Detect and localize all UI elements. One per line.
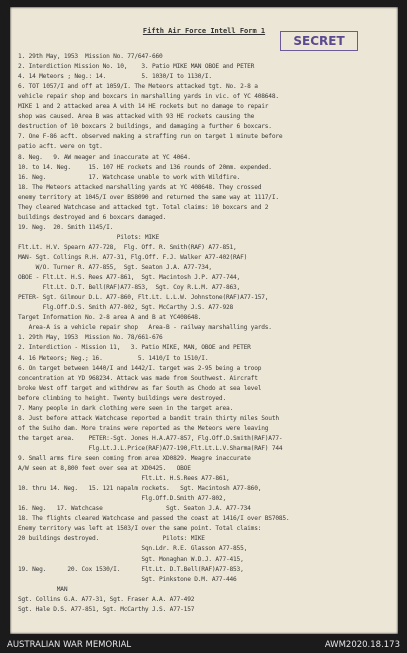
document-line: 19. Neg. 20. Smith 1145/I. [18,223,114,231]
document-line: Target Information No. 2-8 area A and B at YC408648. [18,314,202,322]
document-line: 16. Neg. 17. Watchcase Sgt. Seaton J.A. A77-734 [18,505,251,513]
document-line: Flg.Lt.J.L.Price(RAF)A77-190,Flt.Lt.L.V.Sharma(RAF) 744 [18,444,283,452]
document-line: Flt.Lt. H.V. Spearn A77-728, Flg. Off. R. Smith(RAF) A77-851, [18,243,237,251]
document-line: shop was caused. Area B was attacked with 93 HE rockets causing the [18,113,255,121]
document-line: 1. 29th May, 1953 Mission No. 77/647-660 [18,53,163,60]
document-line: 20 buildings destroyed. Pilots: MIKE [18,535,205,543]
document-line: 7. One F-86 acft. observed making a straffing run on target 1 minute before [18,133,283,141]
document-line: 7. Many people in dark clothing were seen in the target area. [18,404,234,412]
document-line: MAN [18,585,68,593]
document-line: A/W seen at 8,800 feet over sea at XD0425. OBOE [18,465,191,473]
document-line: 8. Neg. 9. AW meager and inaccurate at YC 4064. [18,153,191,161]
document-line: W/O. Turner R. A77-855, Sgt. Seaton J.A. A77-734, [18,264,212,272]
document-line: 19. Neg. 20. Cox 1530/I. Flt.Lt. D.T.Bell(RAF)A77-853, [18,565,244,573]
footer-accession-number: AWM2020.18.173 [324,640,400,650]
document-line: enemy territory at 1045/I over BS8090 and returned the same way at 1117/I. [18,193,279,201]
document-line: MIKE 1 and 2 attacked area A with 14 HE rockets but no damage to repair [18,103,269,111]
document-line: Sgt. Hale D.S. A77-851, Sgt. McCarthy J.S. A77-157 [18,605,195,613]
document-line: MAN- Sgt. Collings R.H. A77-31, Flg.Off. F.J. Walker A77-402(RAF) [18,254,248,261]
document-line: Enemy territory was left at 1503/I over the same point. Total claims: [18,525,262,533]
document-line: 4. 14 Meteors ; Neg.: 14. 5. 1030/I to 1130/I. [18,73,212,81]
document-line: Flt.Lt. H.S.Rees A77-861, [18,475,230,483]
document-line: Sgt. Monaghan W.D.J. A77-415, [18,555,244,563]
document-line: 18. The flights cleared Watchcase and passed the coast at 1416/I over BS7085. [18,515,290,523]
document-line: 10. to 14. Neg. 15. 107 HE rockets and 136 rounds of 20mm. expended. [18,163,272,171]
document-line: 2. Interdiction - Mission 11, 3. Patio MIKE, MAN, OBOE and PETER [18,344,251,352]
secret-stamp: SECRET [280,31,358,51]
document-line: 6. TOT 1057/I and off at 1059/I. The Meteors attacked tgt. No. 2-8 a [18,83,258,91]
document-line: destruction of 10 boxcars 2 buildings, and damaging a further 6 boxcars. [18,123,272,131]
document-line: 18. The Meteors attacked marshalling yards at YC 408648. They crossed [18,183,262,191]
document-line: 4. 16 Meteors; Neg.; 16. 5. 1410/I to 1510/I. [18,354,209,362]
document-line: 2. Interdiction Mission No. 10, 3. Patio MIKE MAN OBOE and PETER [18,63,255,71]
document-line: vehicle repair shop and boxcars in marshalling yards in vic. of YC 408648. [18,93,279,101]
document-line: patio acft. were on tgt. [18,143,103,151]
document-page [10,7,398,634]
document-line: They cleared Watchcase and attacked tgt. Total claims: 10 boxcars and 2 [18,203,269,211]
document-line: Flg.Off.D.S. Smith A77-802, Sgt. McCarthy J.S. A77-928 [18,304,234,312]
document-line: the target area. PETER:-Sgt. Jones H.A.A77-857, Flg.Off.D.Smith(RAF)A77- [18,434,283,442]
document-line: Sgt. Collins G.A. A77-31, Sgt. Fraser A.A. A77-492 [18,595,195,603]
document-line: of the Suiho dam. More trains were reported as the Meteors were leaving [18,424,269,432]
document-line: Flg.Off.D.Smith A77-802, [18,495,226,503]
document-line: buildings destroyed and 6 boxcars damaged. [18,213,167,221]
document-line: broke West off target and withdrew as far South as Chodo at sea level [18,384,262,392]
document-line: Pilots: MIKE [18,233,160,241]
document-line: OBOE - Flt.Lt. H.S. Rees A77-861, Sgt. Macintosh J.P. A77-744, [18,274,241,282]
footer-archive-name: AUSTRALIAN WAR MEMORIAL [7,640,132,650]
document-line: 16. Neg. 17. Watchcase unable to work with Wildfire. [18,173,241,181]
form-heading: Fifth Air Force Intell Form 1 [142,27,266,35]
document-line: 9. Small arms fire seen coming from area XD0829. Meagre inaccurate [18,455,251,462]
document-line: PETER- Sgt. Gilmour D.L. A77-860, Flt.Lt. L.L.W. Johnstone(RAF)A77-157, [18,294,269,302]
document-line: 10. thru 14. Neg. 15. 121 napalm rockets. Sgt. Macintosh A77-860, [18,485,262,493]
document-line: before climbing to height. Twenty buildings were destroyed. [18,394,226,402]
document-line: 1. 29th May, 1953 Mission No. 78/661-676 [18,334,163,342]
document-line: 8. Just before attack Watchcase reported a bandit train thirty miles South [18,414,279,422]
document-line: Sgt. Pinkstone D.M. A77-446 [18,575,237,583]
document-line: Area-A is a vehicle repair shop Area-B - railway marshalling yards. [18,324,272,332]
document-line: concentration at YD 968234. Attack was made from Southwest. Aircraft [18,374,258,382]
document-line: Flt.Lt. D.T. Bell(RAF)A77-853, Sgt. Coy R.L.M. A77-863, [18,284,241,292]
document-line: 6. On target between 1440/I and 1442/I. target was 2-95 being a troop [18,364,262,372]
document-line: Sqn.Ldr. R.E. Glasson A77-855, [18,545,248,553]
